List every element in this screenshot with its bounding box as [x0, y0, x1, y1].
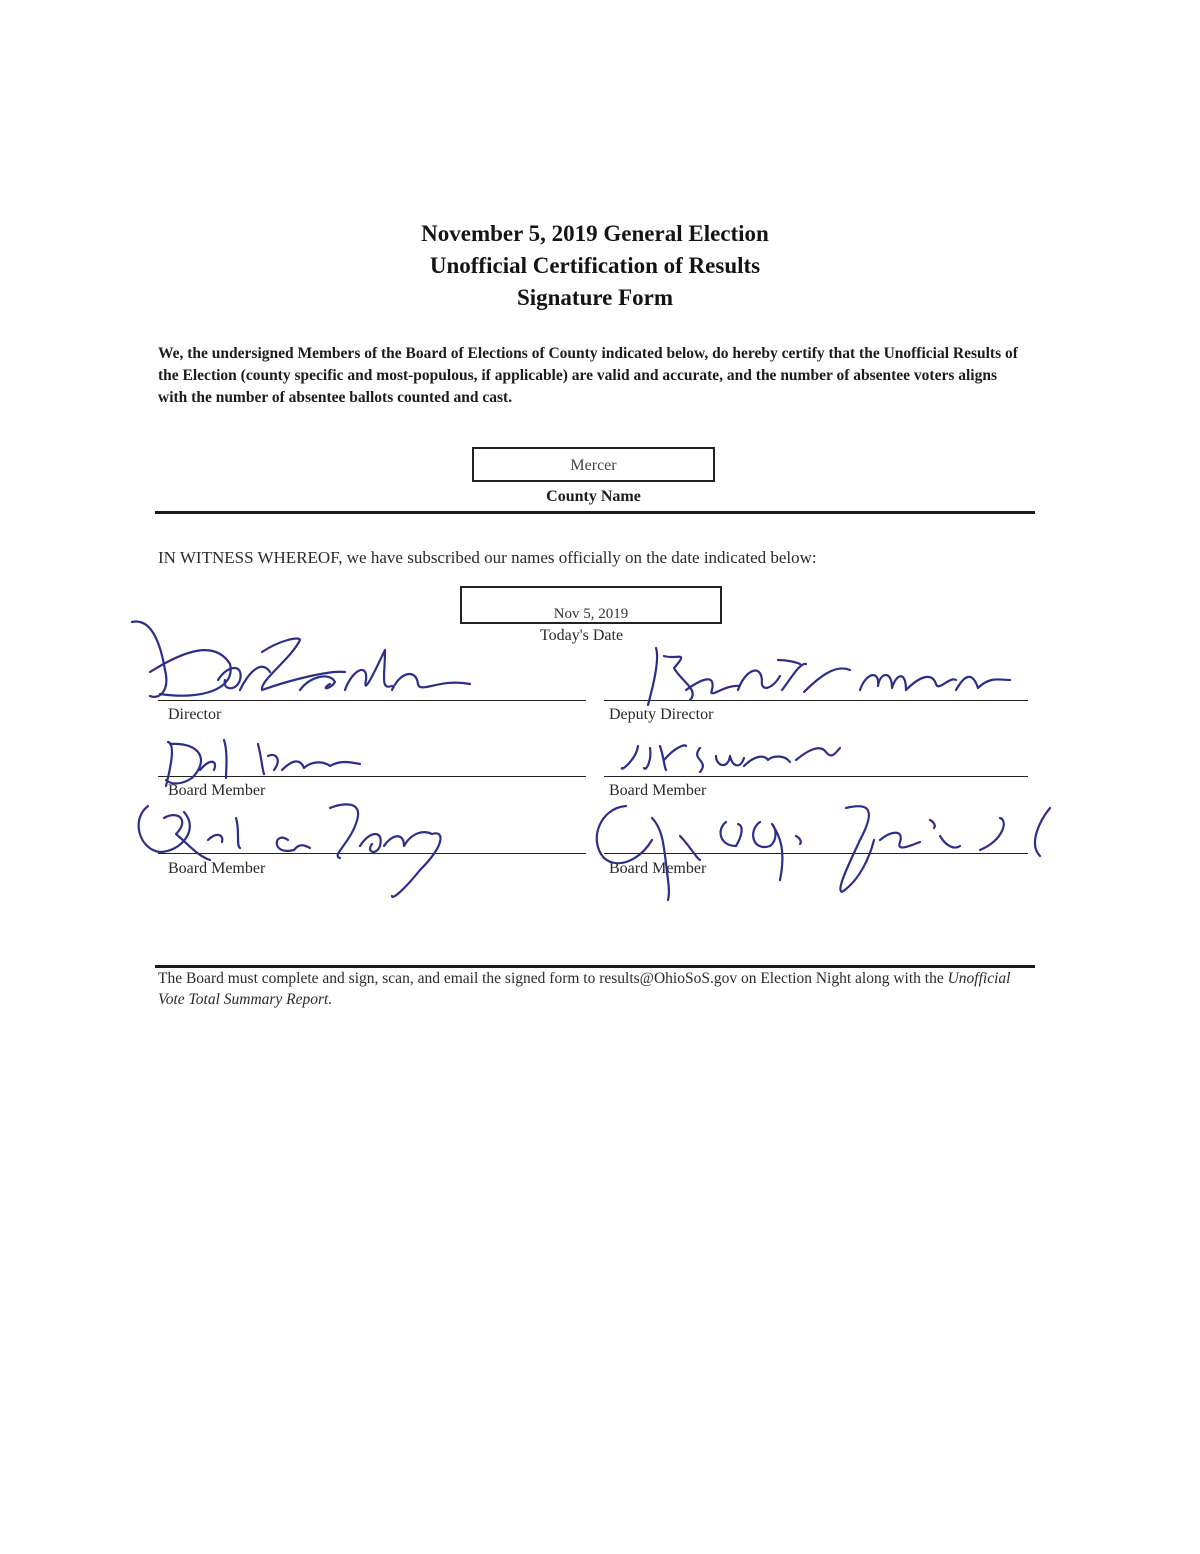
signature-line-deputy-director: [604, 700, 1028, 701]
role-label-board-member-4: Board Member: [609, 860, 707, 877]
section-divider-top: [155, 511, 1035, 514]
role-label-board-member-2: Board Member: [609, 782, 707, 799]
county-name-field[interactable]: Mercer: [472, 447, 715, 482]
submission-instructions: [158, 968, 1038, 1010]
signature-line-board-member-2: [604, 776, 1028, 777]
page-title: [0, 218, 1190, 314]
title-line-election: November 5, 2019 General Election: [421, 221, 769, 246]
signature-deputy-director: [648, 648, 1010, 705]
summary-report-name: Unofficial Vote Total Summary Report.: [158, 970, 1011, 1008]
submission-instructions-text: The Board must complete and sign, scan, and email the signed form to results@OhioSoS.gov on Election Night along with the: [158, 970, 948, 987]
role-label-board-member-1: Board Member: [168, 782, 266, 799]
role-label-deputy-director: Deputy Director: [609, 706, 714, 723]
signature-director: [132, 622, 470, 697]
signature-line-board-member-1: [158, 776, 586, 777]
title-line-form: Signature Form: [516, 285, 674, 310]
certification-statement: We, the undersigned Members of the Board of Elections of County indicated below, do hereby certify that the Unofficial Results of the Election (county specific and most-populous, if applicable) are valid and accurate, and the number of absentee voters aligns with the number of absentee ballots counted and cast.: [158, 345, 1018, 406]
date-field[interactable]: Nov 5, 2019: [460, 586, 722, 624]
signature-line-director: [158, 700, 586, 701]
role-label-director: Director: [168, 706, 222, 723]
witness-statement: IN WITNESS WHEREOF, we have subscribed our names officially on the date indicated below:: [158, 548, 817, 567]
role-label-board-member-3: Board Member: [168, 860, 266, 877]
signature-line-board-member-3: [158, 853, 586, 854]
date-label: Today's Date: [540, 627, 624, 644]
signature-board-member-3: [139, 804, 441, 896]
title-line-certification: Unofficial Certification of Results: [429, 253, 761, 278]
signature-board-member-1: [166, 740, 360, 786]
signature-line-board-member-4: [604, 853, 1028, 854]
county-name-label: County Name: [546, 488, 641, 505]
signature-board-member-2: [622, 745, 840, 772]
